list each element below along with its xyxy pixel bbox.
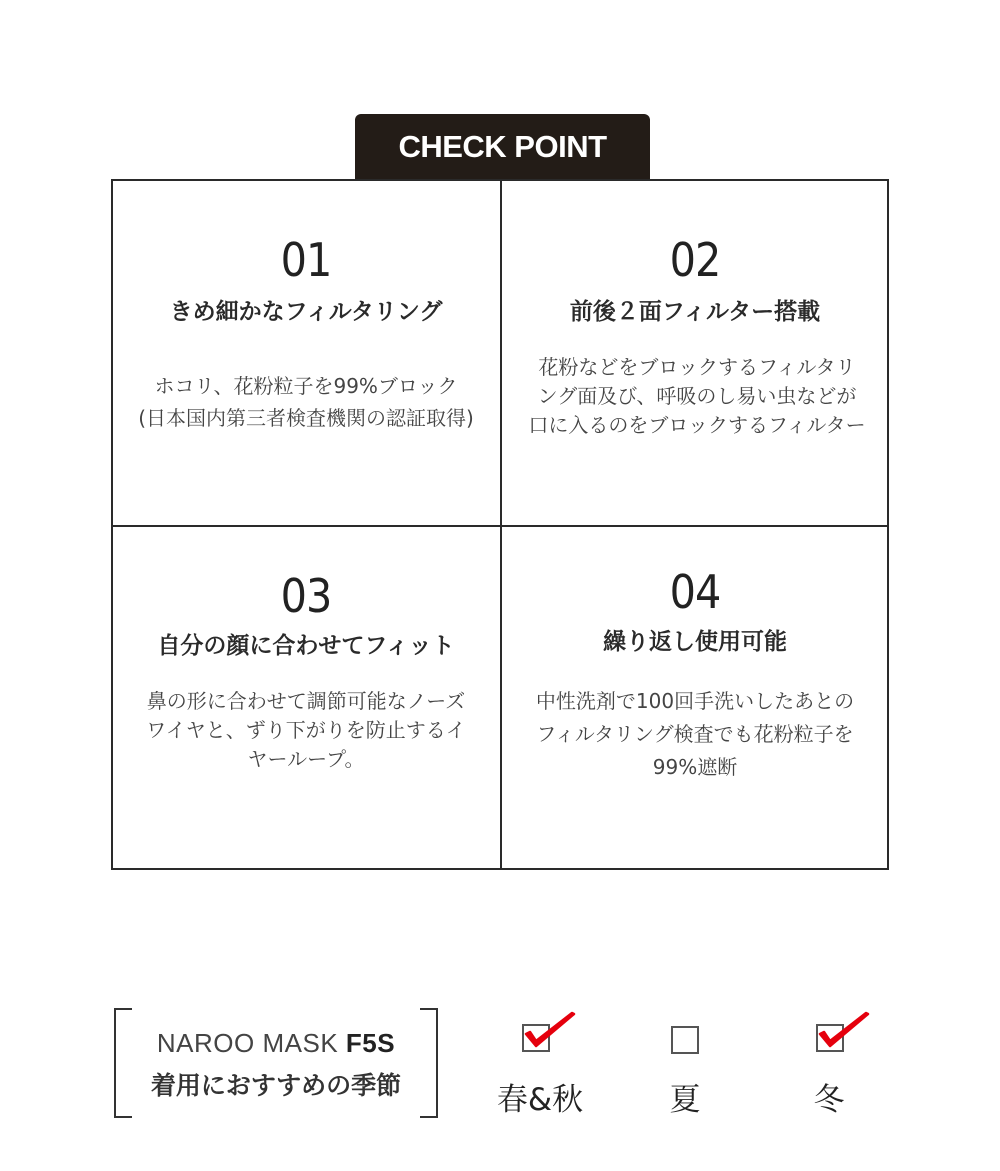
check-point-badge: CHECK POINT (355, 114, 650, 180)
point-title: 前後２面フィルター搭載 (569, 299, 821, 325)
point-number: 03 (280, 569, 332, 623)
check-point-3 (113, 527, 499, 871)
point-title: 自分の顔に合わせてフィット (157, 633, 455, 659)
season-recommendation-box (114, 1008, 438, 1118)
checkbox-summer (671, 1026, 699, 1054)
point-description: 花粉などをブロックするフィルタリ ング面及び、呼吸のし易い虫などが 口に入るのをブロックするフィルター (528, 355, 866, 437)
check-point-grid (111, 179, 889, 870)
checkmark-stroke (526, 1013, 574, 1046)
checkbox-spring-autumn (522, 1024, 550, 1052)
point-description: ホコリ、花粉粒子を99%ブロック (日本国内第三者検査機関の認証取得) (138, 374, 474, 430)
checkbox-winter (816, 1024, 844, 1052)
check-point-2 (502, 181, 888, 525)
point-title: きめ細かなフィルタリング (169, 299, 443, 325)
checkmark-icon (816, 1010, 872, 1056)
point-description: 中性洗剤で100回手洗いしたあとの フィルタリング検査でも花粉粒子を 99%遮断 (535, 689, 855, 779)
check-point-1 (113, 181, 499, 525)
season-label: 夏 (669, 1082, 701, 1118)
check-point-4 (502, 527, 888, 871)
point-number: 04 (669, 565, 721, 619)
point-title: 繰り返し使用可能 (603, 629, 787, 655)
point-description: 鼻の形に合わせて調節可能なノーズ ワイヤと、ずり下がりを防止するイ ヤーループ。 (146, 689, 466, 771)
checkmark-stroke (820, 1013, 868, 1046)
season-label: 春&秋 (496, 1082, 584, 1118)
point-number: 01 (280, 233, 332, 287)
season-label: 冬 (813, 1082, 845, 1118)
season-subtitle: 着用におすすめの季節 (150, 1071, 402, 1100)
point-number: 02 (669, 233, 721, 287)
checkmark-icon (522, 1010, 578, 1056)
product-name: NAROO MASK F5S (156, 1028, 396, 1058)
